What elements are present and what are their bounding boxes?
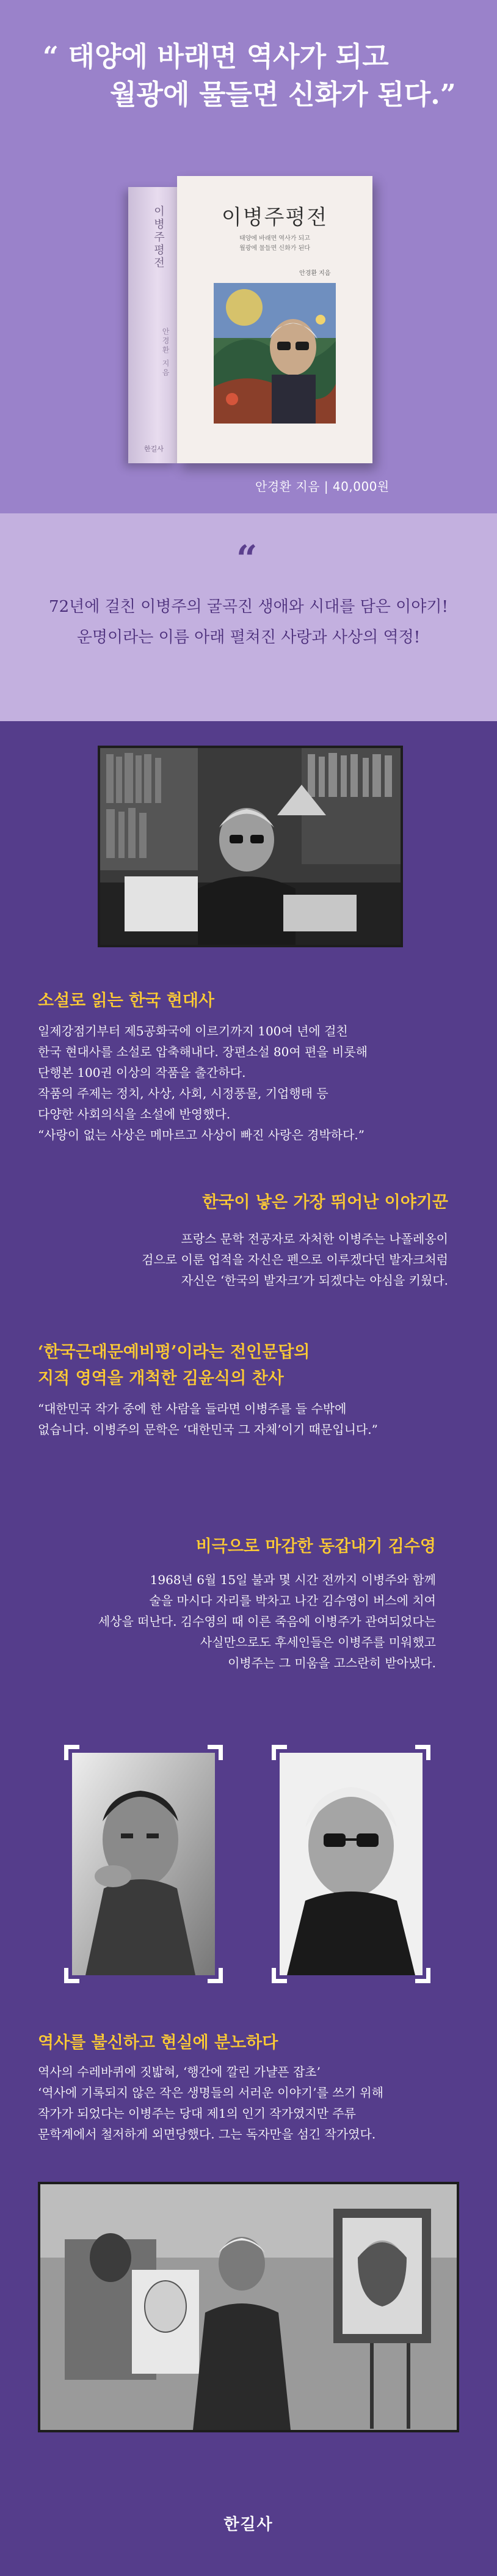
quote-mark-icon: “ (236, 538, 258, 581)
book-spine (128, 187, 177, 463)
section-text-modern-history (38, 1021, 368, 1145)
text-line: 자신은 ‘한국의 발자크’가 되겠다는 야심을 키웠다. (181, 1273, 448, 1288)
section-text-distrust-history (38, 2061, 383, 2145)
author-price-label: 안경환 지음 | 40,000원 (255, 479, 390, 494)
hero-quote-line-1: “ 태양에 바래면 역사가 되고 (43, 40, 389, 73)
section-text-praise (38, 1398, 378, 1440)
text-line: “대한민국 작가 중에 한 사람을 들라면 이병주를 들 수밖에 (38, 1401, 347, 1416)
book-front-cover (177, 176, 372, 463)
text-line: 1968년 6월 15일 불과 몇 시간 전까지 이병주와 함께 (150, 1572, 436, 1587)
intro-section (0, 513, 497, 721)
intro-line-2: 운명이라는 이름 아래 펼쳐진 사랑과 사상의 역정! (76, 628, 421, 647)
text-line: 이병주는 그 미움을 고스란히 받아냈다. (228, 1656, 436, 1670)
text-line: ‘역사에 기록되지 않은 작은 생명들의 서러운 이야기’를 쓰기 위해 (38, 2085, 383, 2100)
book-subtitle-2: 월광에 물들면 신화가 된다 (239, 245, 310, 252)
spine-publisher-logo: 한길사 (144, 445, 164, 453)
text-line: 작품의 주제는 정치, 사상, 사회, 시정풍물, 기업행태 등 (38, 1086, 328, 1101)
text-line: 일제강점기부터 제5공화국에 이르기까지 100여 년에 걸친 (38, 1024, 348, 1038)
section-title-praise-1: ‘한국근대문예비평’이라는 전인문답의 (38, 1343, 310, 1362)
text-line: 세상을 떠난다. 김수영의 때 이른 죽음에 이병주가 관여되었다는 (98, 1614, 436, 1629)
lee-byungju-portrait-frame (263, 1736, 440, 1992)
intro-line-1: 72년에 걸친 이병주의 굴곡진 생애와 시대를 담은 이야기! (49, 598, 448, 616)
kim-suyoung-portrait-frame (55, 1736, 232, 1992)
text-line: 역사의 수레바퀴에 짓밟혀, ‘행간에 깔린 가냘픈 잡초’ (38, 2064, 321, 2079)
author-at-desk-photo (98, 746, 403, 947)
spine-title: 이병주평전 (152, 205, 165, 270)
section-text-kim-suyoung (98, 1569, 436, 1673)
book-subtitle-1: 태양에 바래면 역사가 되고 (239, 235, 310, 242)
book-author: 안경환 지음 (299, 270, 331, 277)
text-line: 프랑스 문학 전공자로 자처한 이병주는 나폴레옹이 (181, 1231, 448, 1246)
book-title: 이병주평전 (221, 205, 328, 230)
book-cover (128, 176, 372, 463)
hero-quote-line-2: 월광에 물들면 신화가 된다.” (110, 78, 456, 111)
section-title-modern-history: 소설로 읽는 한국 현대사 (38, 991, 215, 1010)
section-title-distrust-history: 역사를 불신하고 현실에 분노하다 (38, 2033, 278, 2052)
text-line: 다양한 사회의식을 소설에 반영했다. (38, 1107, 231, 1121)
text-line: 사실만으로도 후세인들은 이병주를 미워했고 (200, 1635, 436, 1649)
book-subtitle (208, 234, 342, 254)
section-title-praise-2: 지적 영역을 개척한 김윤식의 찬사 (38, 1369, 284, 1388)
painting-session-photo (38, 2182, 459, 2432)
text-line: 문학계에서 철저하게 외면당했다. 그는 독자만을 섬긴 작가였다. (38, 2127, 376, 2141)
cover-painting (214, 283, 336, 424)
publisher-logo: 한길사 (223, 2515, 274, 2534)
spine-author: 안경환 지음 (161, 328, 170, 378)
text-line: 단행본 100권 이상의 작품을 출간하다. (38, 1065, 246, 1080)
text-line: 검으로 이룬 업적을 자신은 펜으로 이루겠다던 발자크처럼 (142, 1252, 448, 1267)
text-line: 작가가 되었다는 이병주는 당대 제1의 인기 작가였지만 주류 (38, 2106, 356, 2121)
text-line: 술을 마시다 자리를 박차고 나간 김수영이 버스에 치여 (149, 1593, 436, 1608)
section-title-storyteller: 한국이 낳은 가장 뛰어난 이야기꾼 (202, 1193, 448, 1212)
text-line: 한국 현대사를 소설로 압축해내다. 장편소설 80여 편을 비롯해 (38, 1044, 368, 1059)
text-line: “사랑이 없는 사상은 메마르고 사상이 빠진 사랑은 경박하다.” (38, 1128, 365, 1142)
hero-section (0, 0, 497, 513)
section-text-storyteller (142, 1228, 448, 1291)
section-title-kim-suyoung: 비극으로 마감한 동갑내기 김수영 (195, 1537, 436, 1556)
text-line: 없습니다. 이병주의 문학은 ‘대한민국 그 자체’이기 때문입니다.” (38, 1422, 378, 1437)
